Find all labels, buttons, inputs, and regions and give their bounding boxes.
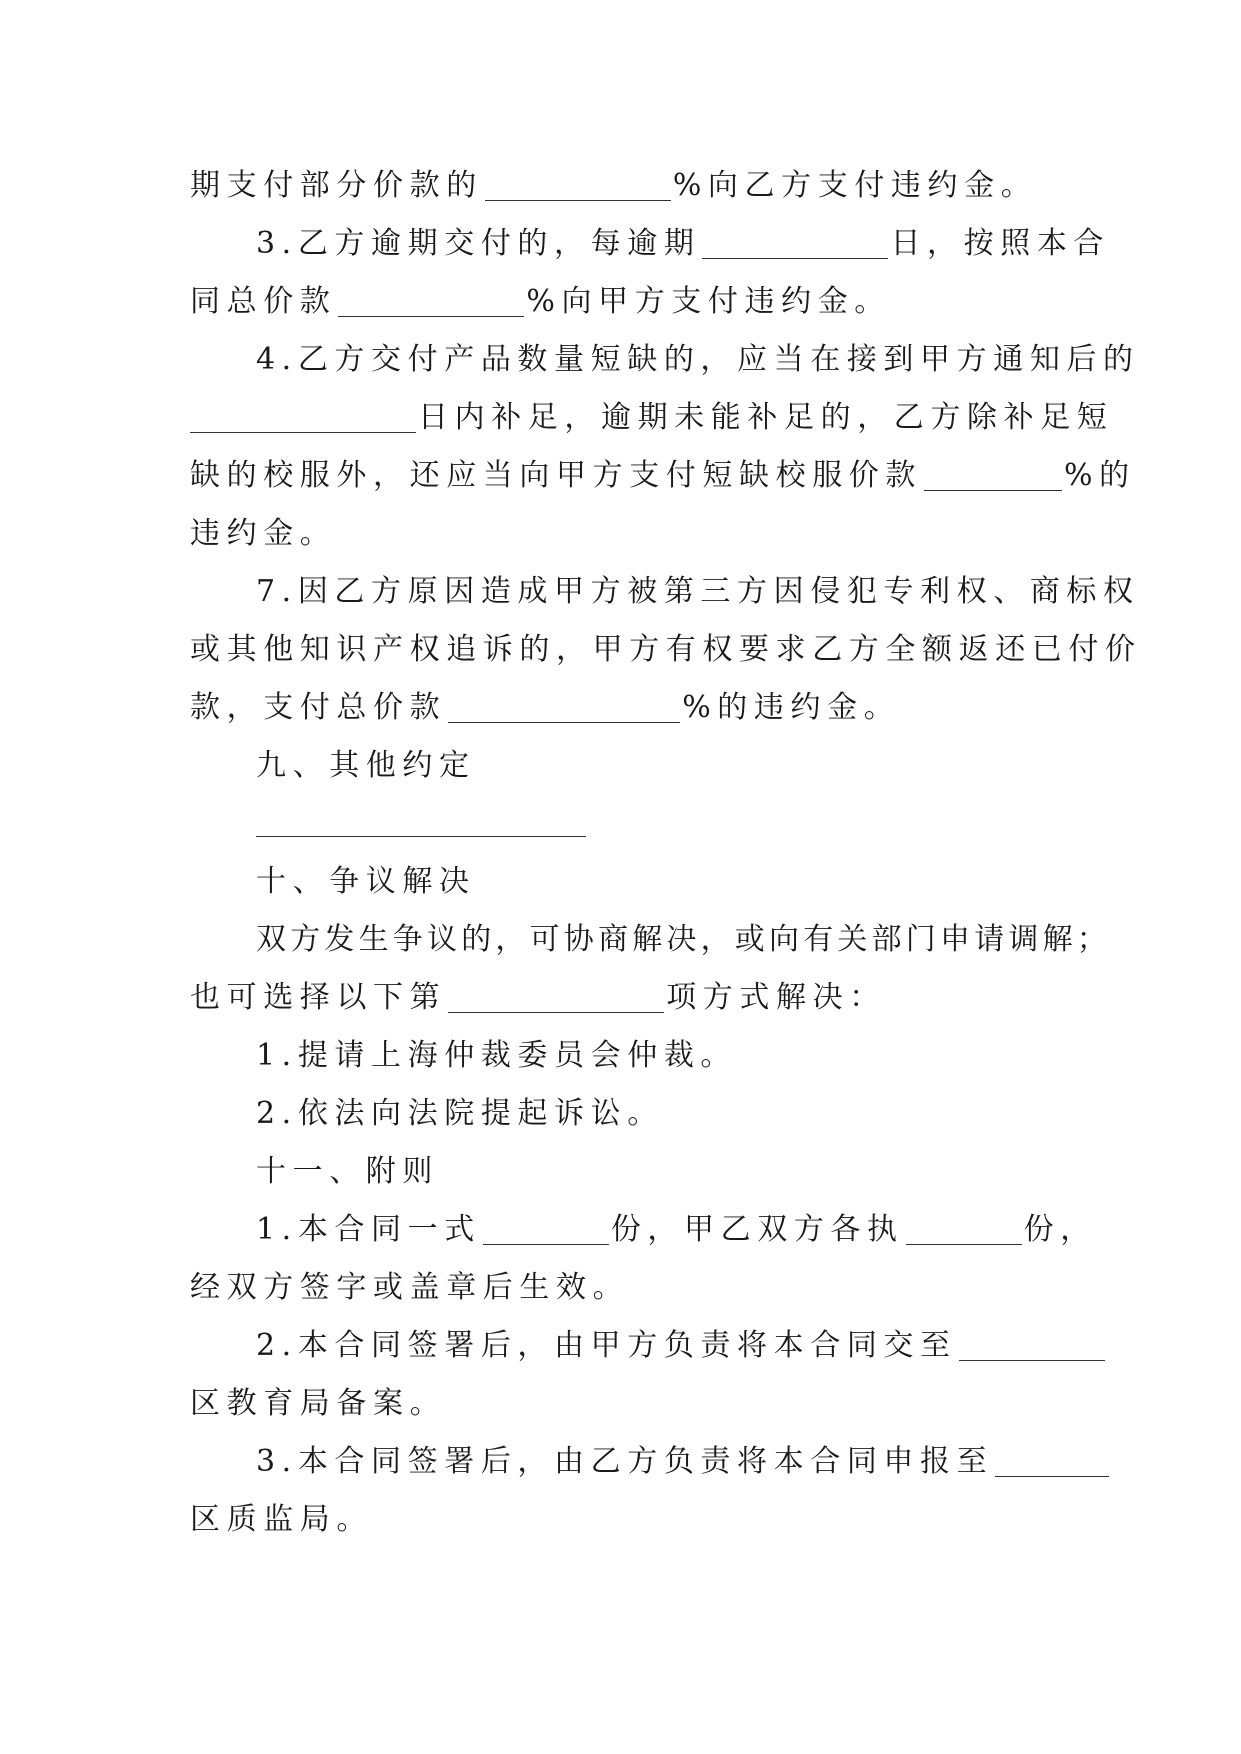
text-span: 份， bbox=[1023, 1212, 1097, 1247]
text-span: %的 bbox=[1064, 458, 1136, 493]
text-span: 项方式解决： bbox=[666, 980, 886, 1015]
section-heading bbox=[256, 1152, 1050, 1192]
text-span: 款，支付总价款 bbox=[190, 690, 447, 725]
text-span: 或其他知识产权追诉的，甲方有权要求乙方全额返还已付价 bbox=[190, 632, 1142, 667]
text-span: 1.本合同一式 bbox=[256, 1212, 481, 1247]
text-line bbox=[256, 1326, 1050, 1366]
text-line bbox=[190, 1268, 1050, 1308]
text-span: 区教育局备案。 bbox=[190, 1386, 447, 1421]
text-line bbox=[256, 1094, 1050, 1134]
text-span: 双方发生争议的，可协商解决，或向有关部门申请调解； bbox=[256, 922, 1111, 957]
text-span: %向甲方支付违约金。 bbox=[526, 284, 891, 319]
text-span: 7.因乙方原因造成甲方被第三方因侵犯专利权、商标权 bbox=[256, 574, 1140, 609]
text-line bbox=[190, 514, 1050, 554]
text-line bbox=[190, 688, 1050, 728]
text-span: 日，按照本合 bbox=[890, 226, 1111, 261]
text-span: 违约金。 bbox=[190, 516, 337, 551]
fill-blank bbox=[338, 286, 524, 317]
text-line bbox=[256, 920, 1111, 960]
text-span: 十、争议解决 bbox=[256, 864, 476, 899]
text-line bbox=[256, 224, 1111, 264]
fill-blank bbox=[906, 1214, 1022, 1245]
text-span: 2.依法向法院提起诉讼。 bbox=[256, 1096, 664, 1131]
text-span: 份，甲乙双方各执 bbox=[610, 1212, 904, 1247]
text-line bbox=[190, 1500, 1050, 1540]
text-span: 日内补足，逾期未能补足的，乙方除补足短 bbox=[418, 400, 1114, 435]
fill-blank bbox=[485, 170, 671, 201]
text-span: %向乙方支付违约金。 bbox=[672, 168, 1038, 203]
text-line bbox=[190, 398, 1114, 438]
fill-blank bbox=[256, 836, 586, 837]
text-span: 同总价款 bbox=[190, 284, 337, 319]
fill-blank bbox=[448, 982, 664, 1013]
fill-blank bbox=[995, 1446, 1109, 1477]
fill-blank bbox=[924, 460, 1062, 491]
text-span: 区质监局。 bbox=[190, 1502, 373, 1537]
text-span: 九、其他约定 bbox=[256, 748, 476, 783]
text-span: 3.本合同签署后，由乙方负责将本合同申报至 bbox=[256, 1444, 994, 1479]
text-line bbox=[190, 166, 1050, 206]
text-span: 1.提请上海仲裁委员会仲裁。 bbox=[256, 1038, 738, 1073]
text-line bbox=[190, 456, 1136, 496]
text-span: 也可选择以下第 bbox=[190, 980, 447, 1015]
fill-blank bbox=[959, 1330, 1105, 1361]
fill-blank bbox=[190, 402, 416, 433]
text-span: 缺的校服外，还应当向甲方支付短缺校服价款 bbox=[190, 458, 922, 493]
text-line bbox=[256, 572, 1140, 612]
section-heading bbox=[256, 862, 1050, 902]
text-span: 经双方签字或盖章后生效。 bbox=[190, 1270, 630, 1305]
text-span: 4.乙方交付产品数量短缺的，应当在接到甲方通知后的 bbox=[256, 342, 1140, 377]
fill-blank bbox=[483, 1214, 609, 1245]
text-span: 十一、附则 bbox=[256, 1154, 439, 1189]
text-line bbox=[256, 1442, 1050, 1482]
fill-blank bbox=[702, 228, 888, 259]
section-heading bbox=[256, 746, 1050, 786]
text-line bbox=[256, 1036, 1050, 1076]
fill-blank bbox=[448, 692, 680, 723]
text-line bbox=[256, 1210, 1097, 1250]
text-span: %的违约金。 bbox=[682, 690, 901, 725]
text-line bbox=[190, 630, 1142, 670]
text-span: 3.乙方逾期交付的，每逾期 bbox=[256, 226, 701, 261]
text-line bbox=[256, 340, 1140, 380]
text-line bbox=[190, 282, 1050, 322]
text-span: 期支付部分价款的 bbox=[190, 168, 483, 203]
text-span: 2.本合同签署后，由甲方负责将本合同交至 bbox=[256, 1328, 957, 1363]
text-line bbox=[190, 978, 1050, 1018]
text-line bbox=[190, 1384, 1050, 1424]
